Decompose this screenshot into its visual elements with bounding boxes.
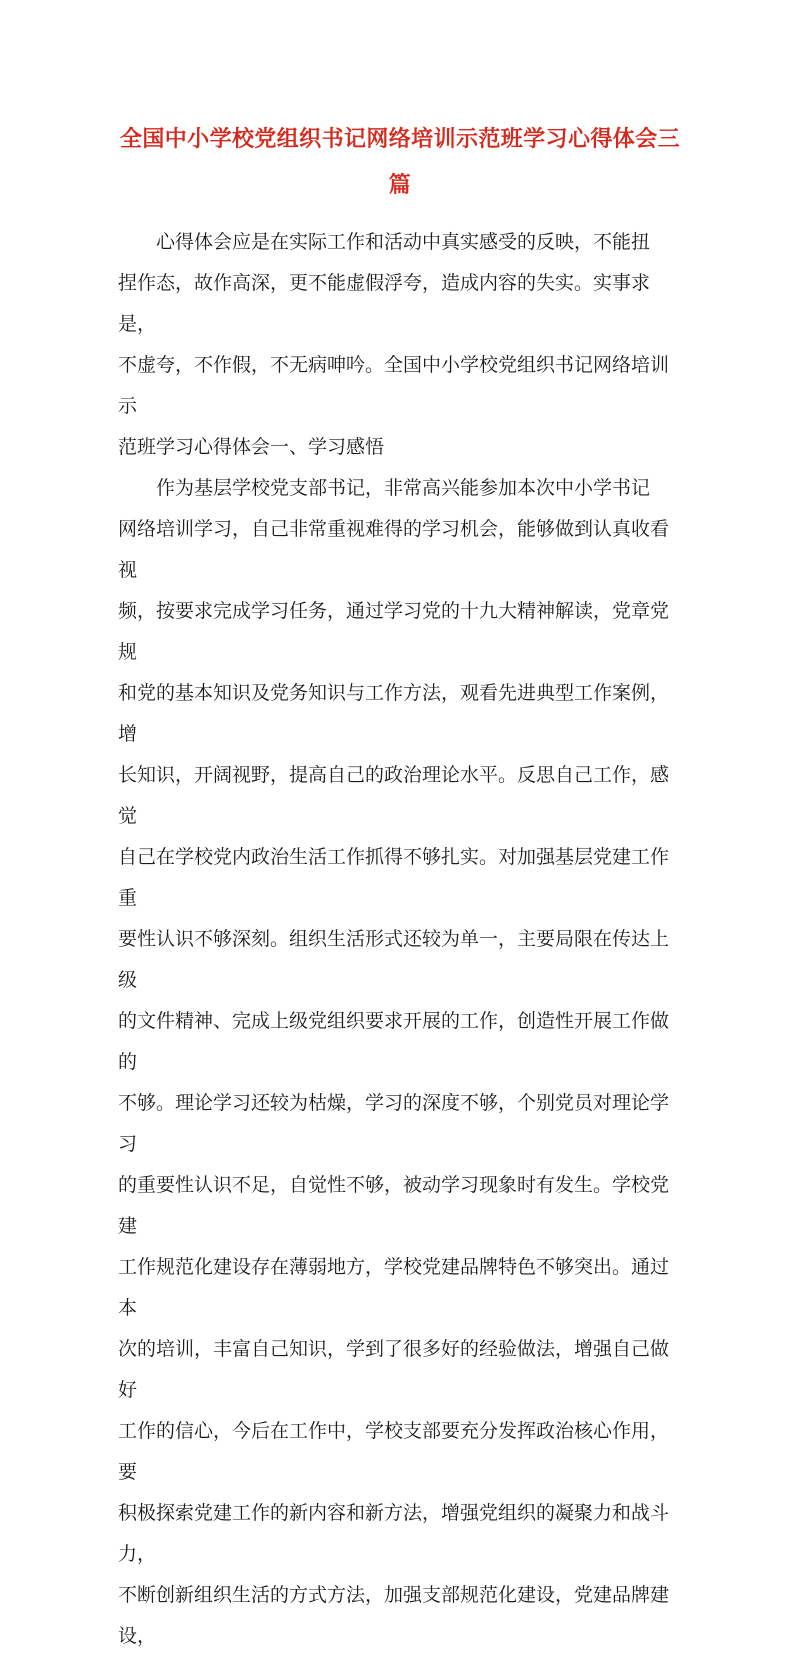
paragraph-intro: 心得体会应是在实际工作和活动中真实感受的反映，不能扭 捏作态，故作高深，更不能虚假浮夸，造成内容的失实。实事求是， 不虚夸，不作假，不无病呻吟。全国中小学校党组织书记网络培训示 范班学习心得体会一、学习感悟 xyxy=(118,231,670,458)
paragraph-reflection: 作为基层学校党支部书记，非常高兴能参加本次中小学书记 网络培训学习，自己非常重视难得的学习机会，能够做到认真收看视 频，按要求完成学习任务，通过学习党的十九大精神解读，党章党规 和党的基本知识及党务知识与工作方法，观看先进典型工作案例，增 长知识，开阔视野，提高自己的政治理论水平。反思自己工作，感觉 自己在学校党内政治生活工作抓得不够扎实。对加强基层党建工作重 要性认识不够深刻。组织生活形式还较为单一，主要局限在传达上级 的文件精神、完成上级党组织要求开展的工作，创造性开展工作做的 不够。理论学习还较为枯燥，学习的深度不够，个别党员对理论学习 的重要性认识不足，自觉性不够，被动学习现象时有发生。学校党建 工作规范化建设存在薄弱地方，学校党建品牌特色不够突出。通过本 次的培训，丰富自己知识，学到了很多好的经验做法，增强自己做好 工作的信心，今后在工作中，学校支部要充分发挥政治核心作用，要 积极探索党建工作的新内容和新方法，增强党组织的凝聚力和战斗力， 不断创新组织生活的方式方法，加强支部规范化建设，党建品牌建设， xyxy=(118,477,670,1647)
document-body xyxy=(118,222,684,1657)
document-title: 全国中小学校党组织书记网络培训示范班学习心得体会三 篇 xyxy=(119,126,680,198)
